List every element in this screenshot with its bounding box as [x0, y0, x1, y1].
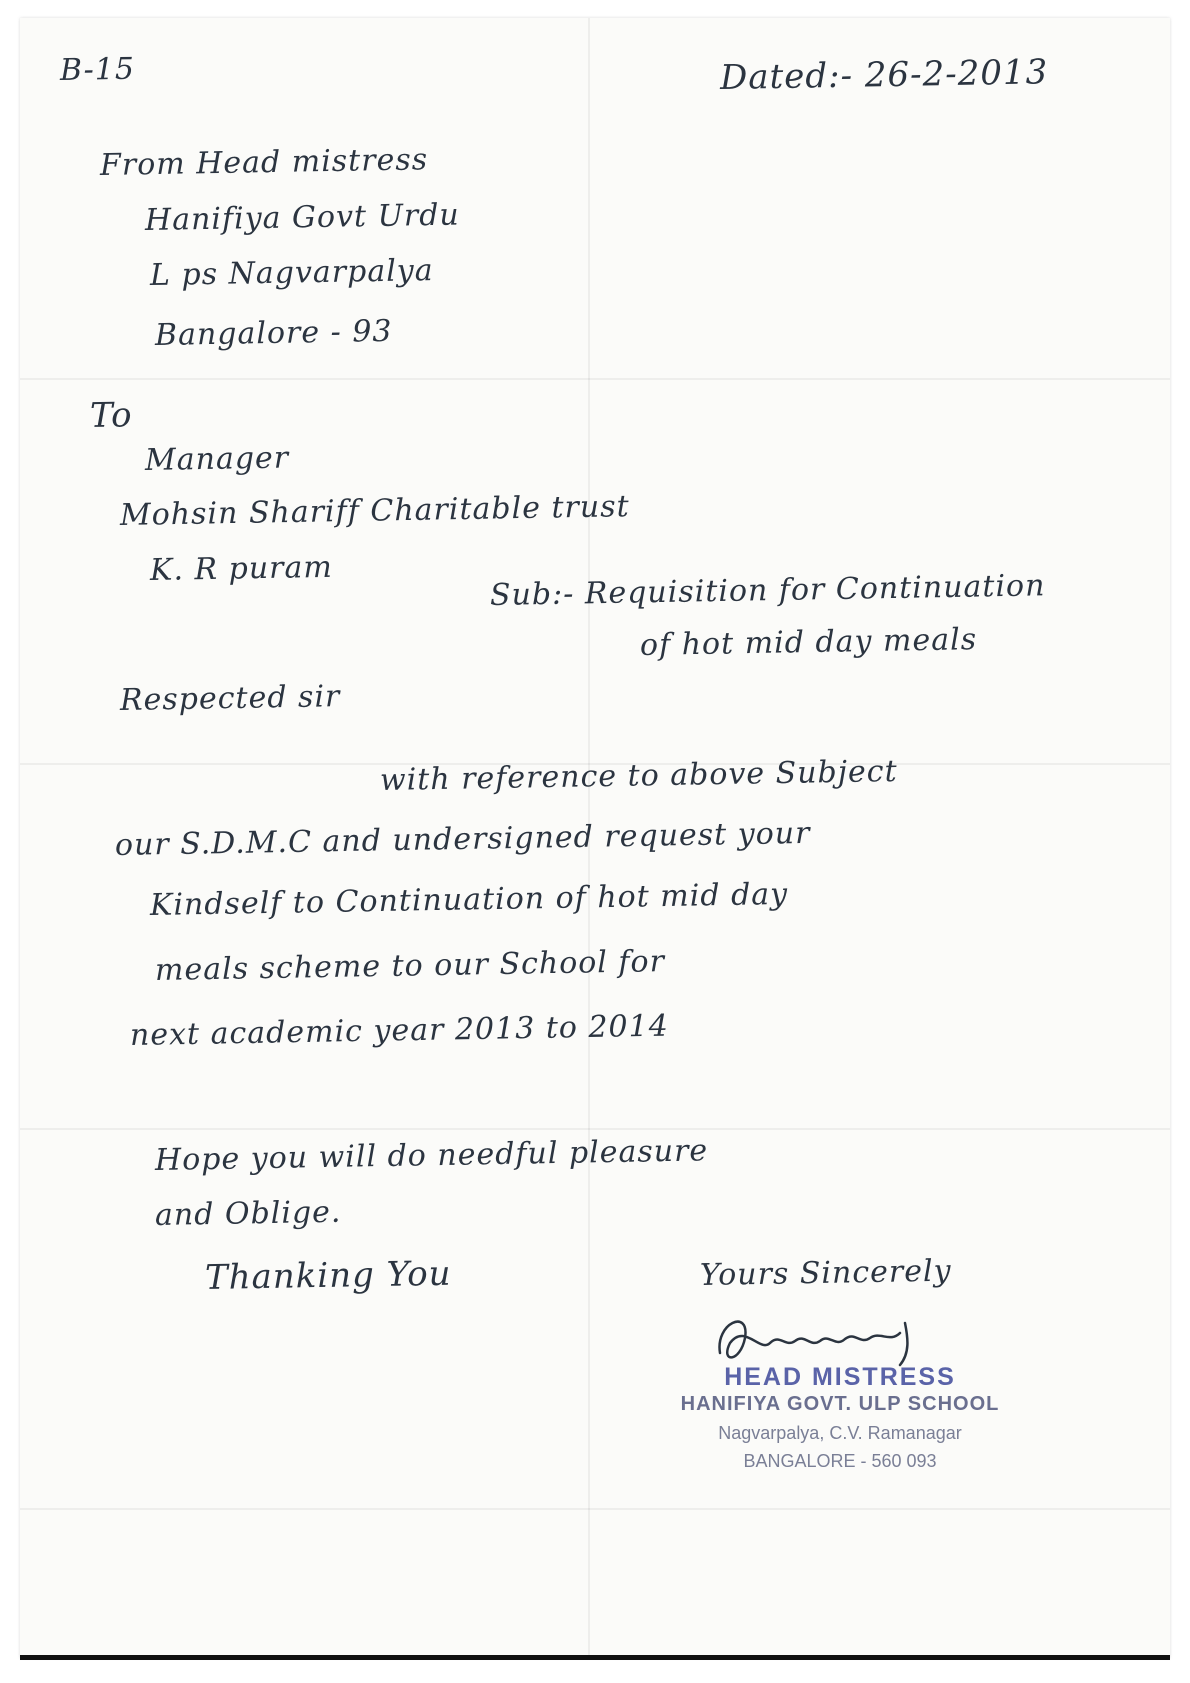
to-line-3: K. R puram [149, 549, 334, 588]
to-line-1: Manager [144, 440, 290, 478]
salutation: Respected sir [119, 679, 341, 718]
body-line-3: Kindself to Continuation of hot mid day [149, 876, 789, 923]
body-line-4: meals scheme to our School for [154, 944, 666, 988]
scan-edge [20, 1655, 1170, 1660]
stamp-address: Nagvarpalya, C.V. Ramanagar [718, 1423, 962, 1443]
from-line-4: Bangalore - 93 [154, 313, 393, 353]
from-line-1: From Head mistress [99, 142, 429, 183]
subject-line-2: of hot mid day meals [639, 622, 978, 663]
stamp-title: HEAD MISTRESS [724, 1363, 956, 1391]
body-line-2: our S.D.M.C and undersigned request your [114, 815, 811, 863]
body-line-5: next academic year 2013 to 2014 [129, 1008, 670, 1053]
body-line-1: with reference to above Subject [379, 753, 898, 798]
thanking-you: Thanking You [204, 1253, 452, 1298]
fold-line [20, 1128, 1170, 1130]
to-line-2: Mohsin Shariff Charitable trust [119, 489, 630, 533]
letter-page [20, 18, 1170, 1658]
yours-sincerely: Yours Sincerely [699, 1253, 952, 1293]
from-line-2: Hanifiya Govt Urdu [144, 197, 461, 238]
to-label: To [89, 395, 133, 436]
subject-line-1: Sub:- Requisition for Continuation [489, 568, 1046, 613]
stamp-school: HANIFIYA GOVT. ULP SCHOOL [680, 1393, 1000, 1415]
fold-line [20, 378, 1170, 380]
reference-number: B-15 [59, 51, 136, 88]
fold-line [20, 1508, 1170, 1510]
closing-line-2: and Oblige. [154, 1194, 342, 1233]
from-line-3: L ps Nagvarpalya [149, 253, 434, 293]
closing-line-1: Hope you will do needful pleasure [154, 1133, 709, 1178]
stamp-city: BANGALORE - 560 093 [743, 1451, 937, 1471]
letter-date: Dated:- 26-2-2013 [719, 52, 1049, 98]
